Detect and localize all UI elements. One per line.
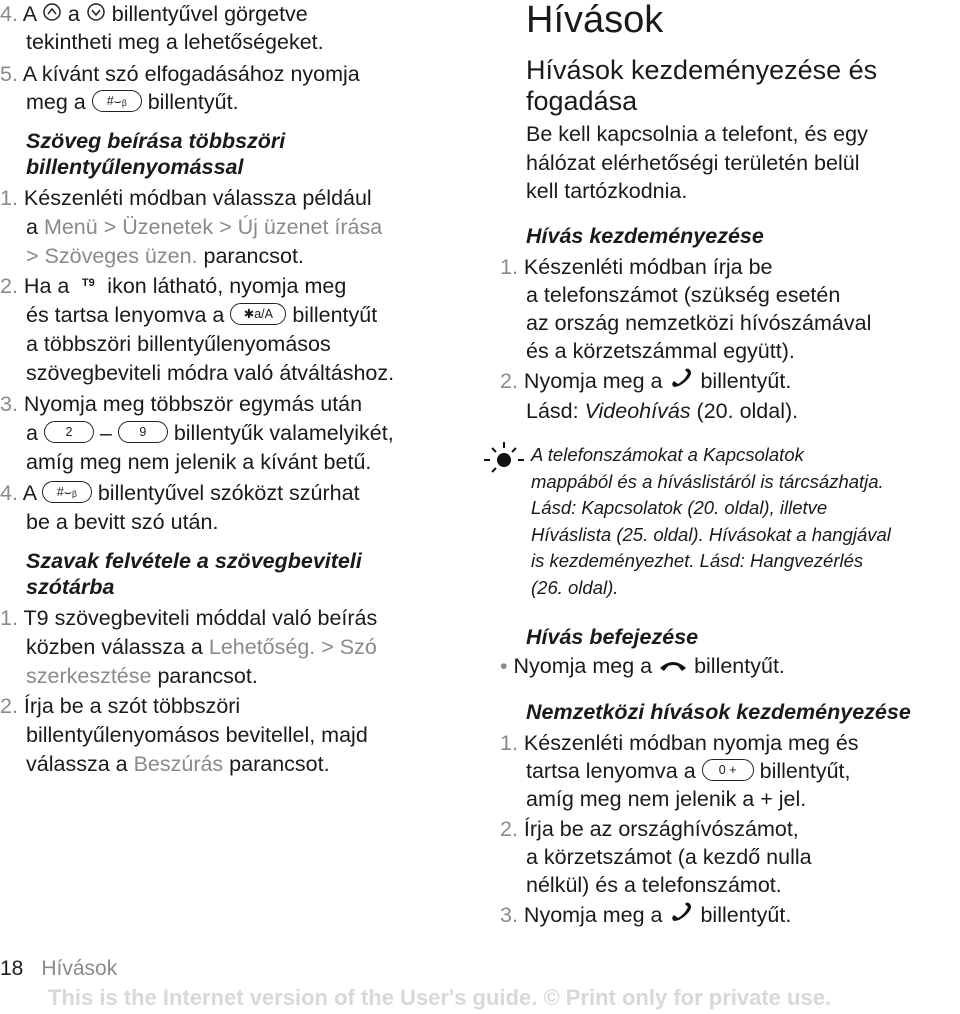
mt-step-3-b: a 2 – 9 billentyűk valamelyikét, bbox=[26, 421, 394, 445]
page-footer bbox=[0, 957, 117, 981]
mt-step-1: 1. Készenléti módban válassza például bbox=[0, 186, 372, 210]
t9-icon: T9 bbox=[81, 277, 95, 290]
call-step-2-see: Lásd: Videohívás (20. oldal). bbox=[526, 399, 799, 423]
key-2-icon: 2 bbox=[44, 421, 94, 443]
call-step-1: 1. Készenléti módban írja be bbox=[500, 255, 773, 279]
dict-step-2: 2. Írja be a szót többszöri bbox=[0, 694, 241, 718]
call-key-icon bbox=[669, 902, 695, 932]
tip-note: A telefonszámokat a Kapcsolatok mappából és a híváslistáról is tárcsázhatja. Lásd: Kapcsolatok (20. oldal), illetve Híváslista (25. oldal). Hívásokat a hangjával is kezdeményezhet. Lásd: Hangvezérlés (26. oldal). bbox=[531, 444, 891, 598]
nav-up-icon bbox=[42, 1, 62, 30]
subheading-multitap: Szöveg beírása többszöri billentyűlenyomással bbox=[26, 129, 286, 179]
hash-key-icon: #⌣ᵦ bbox=[92, 90, 142, 112]
subheading-dictionary: Szavak felvétele a szövegbeviteli szótárba bbox=[26, 549, 362, 599]
subheading-end-call: Hívás befejezése bbox=[526, 625, 699, 649]
call-step-1-b: a telefonszámot (szükség esetén bbox=[526, 283, 841, 307]
mt-step-4-b: be a bevitt szó után. bbox=[26, 510, 219, 534]
key-9-icon: 9 bbox=[118, 421, 168, 443]
intl-step-2-b: a körzetszámot (a kezdő nulla bbox=[526, 845, 812, 869]
step-5-cont: meg a #⌣ᵦ billentyűt. bbox=[26, 90, 239, 114]
mt-step-2-b: és tartsa lenyomva a ✱a/A billentyűt bbox=[26, 303, 378, 327]
dict-step-2-b: billentyűlenyomásos bevitellel, majd bbox=[26, 723, 368, 747]
dict-step-1-b: közben válassza a Lehetőség. > Szó bbox=[26, 635, 377, 659]
call-step-2: 2. Nyomja meg a billentyűt. bbox=[500, 367, 791, 397]
dict-step-1: 1. T9 szövegbeviteli móddal való beírás bbox=[0, 606, 378, 630]
subheading-international: Nemzetközi hívások kezdeményezése bbox=[526, 700, 911, 724]
mt-step-2-c: a többszöri billentyűlenyomásos bbox=[26, 332, 331, 356]
mt-step-4: 4. A #⌣ᵦ billentyűvel szóközt szúrhat bbox=[0, 481, 360, 505]
intl-step-2-c: nélkül) és a telefonszámot. bbox=[526, 873, 782, 897]
end-call-step: • Nyomja meg a billentyűt. bbox=[500, 652, 785, 682]
intl-step-2: 2. Írja be az országhívószámot, bbox=[500, 817, 799, 841]
mt-step-2-d: szövegbeviteli módra való átváltáshoz. bbox=[26, 361, 395, 385]
hash-key-icon: #⌣ᵦ bbox=[42, 481, 92, 503]
dict-step-2-c: válassza a Beszúrás parancsot. bbox=[26, 752, 330, 776]
call-step-1-c: az ország nemzetközi hívószámával bbox=[526, 311, 872, 335]
end-call-key-icon bbox=[658, 653, 688, 682]
step-4-cont: tekintheti meg a lehetőségeket. bbox=[26, 30, 324, 54]
intl-step-1-b: tartsa lenyomva a 0 + billentyűt, bbox=[526, 759, 851, 783]
call-key-icon bbox=[669, 368, 695, 398]
footer-section-title: Hívások bbox=[41, 957, 118, 980]
call-step-1-d: és a körzetszámmal együtt). bbox=[526, 339, 795, 363]
tip-icon bbox=[482, 438, 526, 487]
star-key-icon: ✱a/A bbox=[230, 303, 286, 325]
intro-paragraph: Be kell kapcsolnia a telefont, és egy hálózat elérhetőségi területén belül kell tartózkodnia. bbox=[526, 122, 868, 204]
step-5: 5. A kívánt szó elfogadásához nyomja bbox=[0, 62, 360, 86]
page-number: 18 bbox=[0, 957, 24, 980]
nav-down-icon bbox=[86, 1, 106, 30]
mt-step-1-path: a Menü > Üzenetek > Új üzenet írása bbox=[26, 215, 383, 239]
section-title: Hívások kezdeményezése és fogadása bbox=[526, 55, 878, 116]
intl-step-1-c: amíg meg nem jelenik a + jel. bbox=[526, 787, 807, 811]
key-0-plus-icon: 0 + bbox=[702, 759, 754, 781]
mt-step-2: 2. Ha a T9 ikon látható, nyomja meg bbox=[0, 272, 346, 302]
footer-disclaimer: This is the Internet version of the User's guide. © Print only for private use. bbox=[48, 985, 832, 1010]
intl-step-1: 1. Készenléti módban nyomja meg és bbox=[500, 731, 859, 755]
dict-step-1-c: szerkesztése parancsot. bbox=[26, 664, 258, 688]
step-4-scroll: 4. A a billentyűvel görgetve bbox=[0, 0, 308, 30]
mt-step-3: 3. Nyomja meg többször egymás után bbox=[0, 392, 363, 416]
subheading-make-call: Hívás kezdeményezése bbox=[526, 224, 764, 248]
mt-step-3-c: amíg meg nem jelenik a kívánt betű. bbox=[26, 450, 372, 474]
mt-step-1-path-cont: > Szöveges üzen. parancsot. bbox=[26, 244, 304, 268]
intl-step-3: 3. Nyomja meg a billentyűt. bbox=[500, 901, 791, 931]
page-title: Hívások bbox=[526, 0, 664, 41]
